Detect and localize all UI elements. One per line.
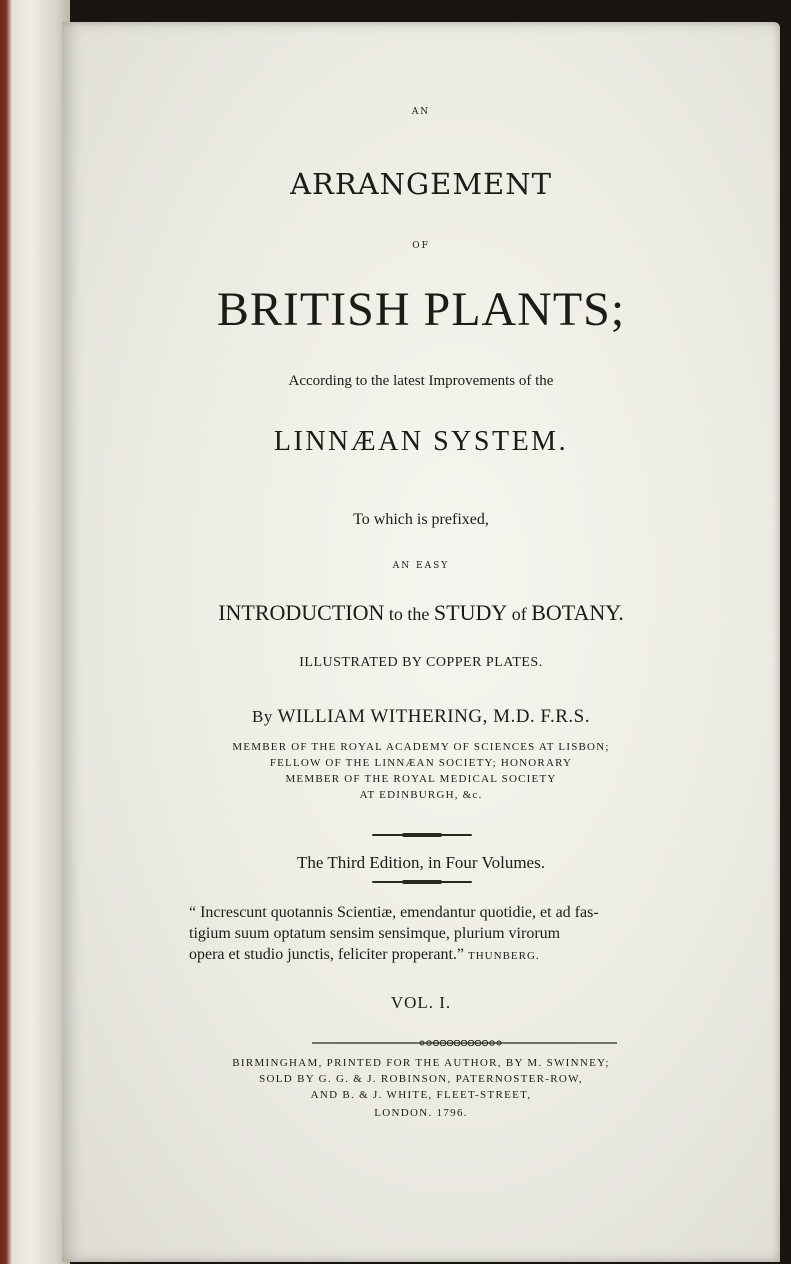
credential-line: AT EDINBURGH, &c. <box>359 789 483 801</box>
of-label: OF <box>412 241 430 251</box>
epigraph-author: THUNBERG. <box>468 950 540 962</box>
linnaean-system-heading: LINNÆAN SYSTEM. <box>273 426 569 457</box>
arrangement-heading: ARRANGEMENT <box>290 167 552 201</box>
edition-line: The Third Edition, in Four Volumes. <box>297 853 545 872</box>
volume-label: VOL. I. <box>390 993 452 1012</box>
imprint-line: BIRMINGHAM, PRINTED FOR THE AUTHOR, BY M. SWINNEY; <box>232 1057 610 1069</box>
introduction-line <box>62 602 780 624</box>
author-name: WILLIAM WITHERING, M.D. F.R.S. <box>277 706 590 727</box>
book-spine <box>0 0 70 1264</box>
imprint-line: AND B. & J. WHITE, FLEET-STREET, <box>310 1089 532 1101</box>
epigraph-line-last <box>189 944 665 967</box>
intro-part-study: STUDY <box>433 600 508 625</box>
prefixed-line: To which is prefixed, <box>353 511 489 528</box>
intro-part-introduction: INTRODUCTION <box>218 600 385 625</box>
intro-part-botany: BOTANY. <box>531 600 624 625</box>
an-label: AN <box>411 107 431 117</box>
an-easy-label: AN EASY <box>392 561 450 571</box>
main-title: BRITISH PLANTS; <box>216 283 626 336</box>
according-line: According to the latest Improvements of the <box>288 373 554 389</box>
divider-rule <box>372 834 472 836</box>
epigraph-line: “ Increscunt quotannis Scientiæ, emendantur quotidie, et ad fas- <box>189 904 599 921</box>
credential-line: FELLOW OF THE LINNÆAN SOCIETY; HONORARY <box>269 757 573 769</box>
intro-part-to-the: to the <box>384 604 434 624</box>
ornamental-rule <box>312 1040 617 1046</box>
by-word: By <box>252 707 278 726</box>
author-line <box>62 707 780 726</box>
credential-line: MEMBER OF THE ROYAL ACADEMY OF SCIENCES AT LISBON; <box>232 741 610 753</box>
divider-rule <box>372 881 472 883</box>
epigraph-text: opera et studio junctis, feliciter properant.” <box>189 946 465 963</box>
imprint-line: SOLD BY G. G. & J. ROBINSON, PATERNOSTER-ROW, <box>259 1073 583 1085</box>
illustrated-line: ILLUSTRATED BY COPPER PLATES. <box>299 655 543 670</box>
intro-part-of: of <box>507 604 532 624</box>
epigraph-line: tigium suum optatum sensim sensimque, plurium virorum <box>189 925 561 942</box>
credential-line: MEMBER OF THE ROYAL MEDICAL SOCIETY <box>285 773 557 785</box>
epigraph <box>189 902 665 967</box>
title-page <box>62 22 780 1262</box>
imprint-line: LONDON. 1796. <box>374 1107 468 1119</box>
